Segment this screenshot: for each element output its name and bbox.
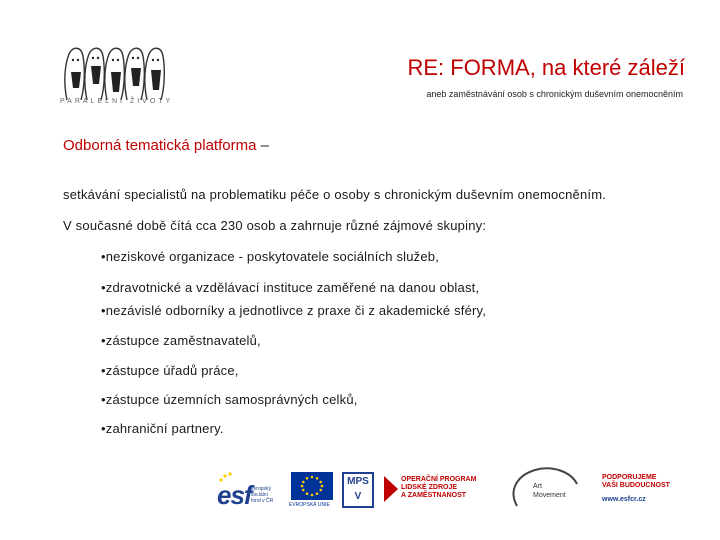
- op-lzz-logo: [382, 466, 497, 514]
- art-movement-logo: [505, 466, 583, 514]
- op-line: OPERAČNÍ PROGRAM: [401, 476, 477, 483]
- bullet-item: •neziskové organizace - poskytovatele sociálních služeb,: [101, 249, 440, 264]
- bullet-item: •zástupce zaměstnavatelů,: [101, 333, 261, 348]
- support-line: VAŠI BUDOUCNOST: [602, 482, 670, 489]
- esf-subtext: [251, 486, 273, 504]
- eu-logo: [289, 466, 335, 514]
- art-line: Movement: [533, 492, 566, 499]
- support-url: www.esfcr.cz: [602, 496, 646, 503]
- logo-caption: PARALELNÍ ŽIVOTY: [60, 98, 174, 105]
- op-arrow-icon: [382, 474, 402, 504]
- esf-sub-line: sociální: [251, 492, 268, 498]
- op-line: A ZAMĚSTNANOST: [401, 492, 467, 499]
- bullet-item: •zdravotnické a vzdělávací instituce zaměřené na danou oblast,: [101, 280, 480, 295]
- slide-subtitle: aneb zaměstnávání osob s chronickým duševním onemocněním: [426, 89, 683, 99]
- eu-flag-icon: [291, 472, 337, 506]
- paragraph-1: setkávání specialistů na problematiku péče o osoby s chronickým duševním onemocněním.: [63, 187, 607, 202]
- esf-sub-line: fond v ČR: [251, 498, 274, 504]
- platform-dash: –: [256, 137, 269, 154]
- esf-sub-line: evropský: [251, 486, 272, 492]
- footer-logos: [0, 466, 720, 526]
- support-text: [602, 474, 670, 490]
- esf-logo: [215, 466, 283, 514]
- paragraph-2: V současné době čítá cca 230 osob a zahrnuje různé zájmové skupiny:: [63, 218, 487, 233]
- mpsv-text: MPSV: [342, 472, 374, 508]
- platform-label: Odborná tematická platforma: [63, 137, 257, 154]
- paralelni-zivoty-logo: [55, 42, 180, 104]
- esf-text: esf: [217, 480, 252, 510]
- op-text: [401, 476, 476, 500]
- art-line: Art: [533, 483, 542, 490]
- support-line: PODPORUJEME: [602, 474, 657, 481]
- bullet-item: •zástupce úřadů práce,: [101, 363, 239, 378]
- slide-title: RE: FORMA, na které záleží: [407, 55, 685, 80]
- eu-label: EVROPSKÁ UNIE: [289, 502, 330, 508]
- platform-heading: [63, 137, 269, 154]
- bullet-item: •zahraniční partnery.: [101, 421, 224, 436]
- esfcr-logo: [602, 466, 682, 514]
- op-line: LIDSKÉ ZDROJE: [401, 484, 458, 491]
- mpsv-logo: [340, 466, 374, 514]
- bullet-item: •nezávislé odborníky a jednotlivce z praxe či z akademické sféry,: [101, 303, 487, 318]
- art-movement-text: [533, 482, 566, 500]
- bullet-item: •zástupce územních samosprávných celků,: [101, 392, 358, 407]
